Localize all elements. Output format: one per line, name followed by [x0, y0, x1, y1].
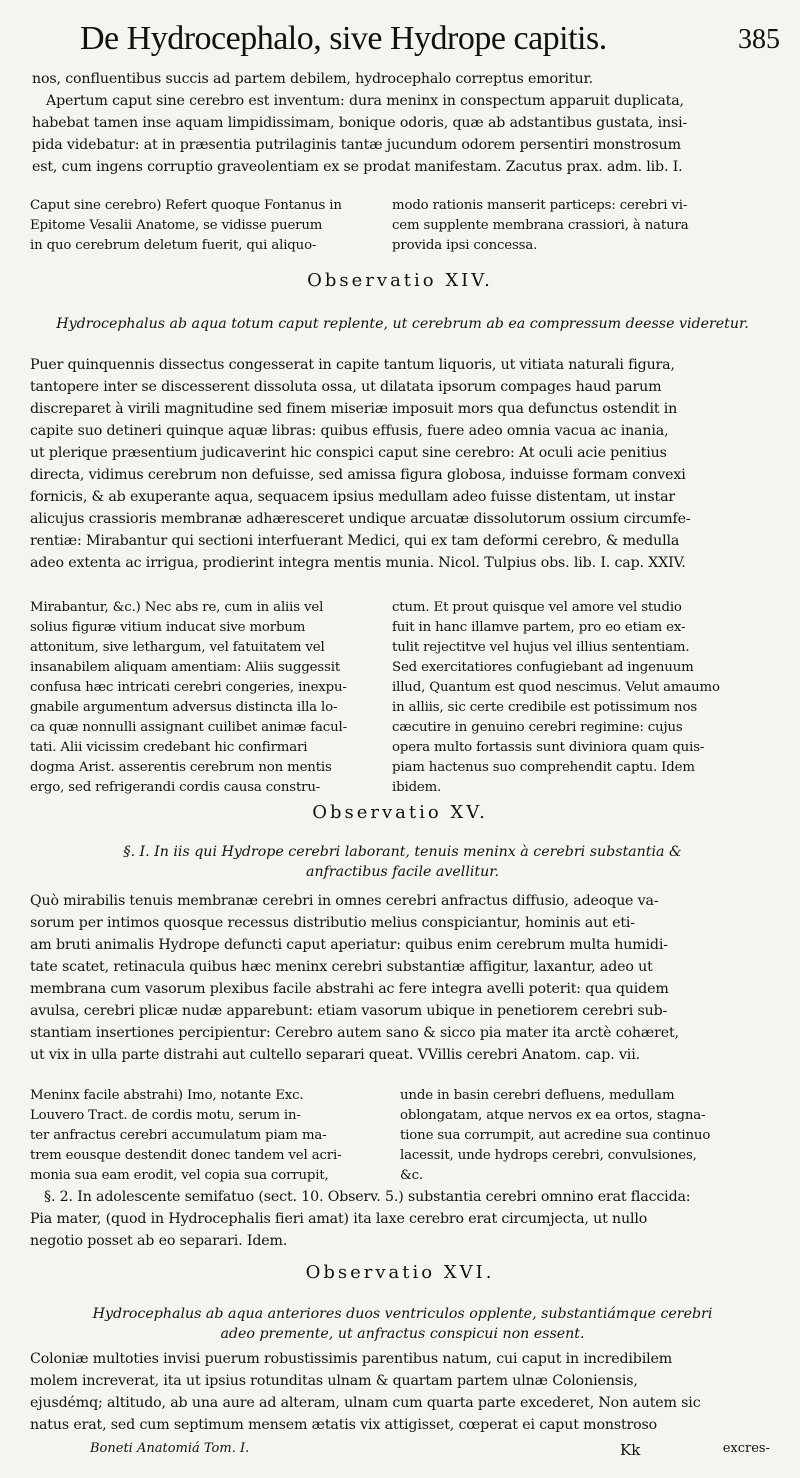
running-head: De Hydrocephalo, sive Hydrope capitis.: [80, 20, 607, 57]
text-line: piam hactenus suo comprehendit captu. Idem: [392, 760, 695, 775]
text-line: membrana cum vasorum plexibus facile abstrahi ac fere integra avelli poterit: qua quidem: [30, 981, 669, 997]
observatio-14-subtitle: Hydrocephalus ab aqua totum caput replente, ut cerebrum ab ea compressum deesse videretur.: [56, 316, 749, 332]
scholium-2-left-column: [30, 598, 385, 798]
text-line: pida videbatur: at in præsentia putrilaginis tantæ jucundum odorem persentiri monstrosum: [32, 137, 681, 153]
text-line: cæcutire in genuino cerebri regimine: cujus: [392, 720, 683, 735]
text-line: tate scatet, retinacula quibus hæc meninx cerebri substantiæ affigitur, laxantur, adeo ut: [30, 959, 653, 975]
text-line: fuit in hanc illamve partem, pro eo etiam ex-: [392, 620, 686, 635]
text-line: sorum per intimos quosque recessus distributio melius conspiciantur, hominis aut eti-: [30, 915, 635, 931]
text-line: dogma Arist. asserentis cerebrum non mentis: [30, 760, 332, 775]
catchword: excres-: [722, 1441, 770, 1456]
text-line: tantopere inter se discesserent dissoluta ossa, ut dilatata ipsorum compages haud parum: [30, 379, 662, 395]
text-line: gnabile argumentum adversus distincta illa lo-: [30, 700, 338, 715]
text-line: am bruti animalis Hydrope defuncti caput aperiatur: quibus enim cerebrum multa humidi-: [30, 937, 668, 953]
observatio-15-body: [30, 890, 778, 1066]
observatio-14-heading: Observatio XIV.: [307, 270, 493, 291]
observatio-16-subtitle-1: Hydrocephalus ab aqua anteriores duos ventriculos opplente, substantiámque cerebri: [92, 1306, 713, 1322]
text-line: directa, vidimus cerebrum non defuisse, sed amissa figura globosa, induisse formam convexi: [30, 467, 686, 483]
text-line: Coloniæ multoties invisi puerum robustissimis parentibus natum, cui caput in incredibilem: [30, 1351, 673, 1367]
observatio-16-body: [30, 1348, 778, 1436]
text-line: natus erat, sed cum septimum mensem ætatis vix attigisset, cœperat ei caput monstroso: [30, 1417, 658, 1433]
text-line: ter anfractus cerebri accumulatum piam ma-: [30, 1128, 327, 1143]
text-line: tulit rejectitve vel hujus vel illius sententiam.: [392, 640, 690, 655]
observatio-15-subtitle-2: anfractibus facile avellitur.: [306, 864, 499, 880]
text-line: Pia mater, (quod in Hydrocephalis fieri amat) ita laxe cerebro erat circumjecta, ut nullo: [30, 1211, 648, 1227]
text-line: ejusdémq; altitudo, ab una aure ad alteram, ulnam cum quarta parte excederet, Non autem sic: [30, 1395, 701, 1411]
text-line: Meninx facile abstrahi) Imo, notante Exc.: [30, 1088, 304, 1103]
text-line: discreparet à virili magnitudine sed finem miseriæ imposuit mors qua defunctus ostendit in: [30, 401, 678, 417]
text-line: rentiæ: Mirabantur qui sectioni interfuerant Medici, qui ex tam deformi cerebro, & medulla: [30, 533, 680, 549]
page-number: 385: [738, 24, 780, 55]
text-line: adeo extenta ac irrigua, prodierint integra mentis munia. Nicol. Tulpius obs. lib. I. cap. XXIV.: [30, 555, 686, 571]
scholium-1-right-column: [392, 196, 777, 256]
text-line: solius figuræ vitium inducat sive morbum: [30, 620, 306, 635]
scholium-3-left-column: [30, 1086, 390, 1186]
text-line: modo rationis manserit particeps: cerebri vi-: [392, 198, 688, 213]
section-2-paragraph: [30, 1186, 778, 1252]
text-line: est, cum ingens corruptio graveolentiam ex se prodat manifestam. Zacutus prax. adm. lib. I.: [32, 159, 683, 175]
text-line: fornicis, & ab exuperante aqua, sequacem ipsius medullam adeo fuisse distentam, ut instar: [30, 489, 676, 505]
text-line: Louvero Tract. de cordis motu, serum in-: [30, 1108, 301, 1123]
text-line: ibidem.: [392, 780, 442, 795]
text-line: opera multo fortassis sunt diviniora quam quis-: [392, 740, 705, 755]
text-line: tione sua corrumpit, aut acredine sua continuo: [400, 1128, 711, 1143]
text-line: trem eousque destendit donec tandem vel acri-: [30, 1148, 342, 1163]
observatio-15-subtitle-1: §. I. In iis qui Hydrope cerebri laborant, tenuis meninx à cerebri substantia &: [123, 844, 682, 860]
text-line: in alliis, sic certe credibile est potissimum nos: [392, 700, 697, 715]
text-line: unde in basin cerebri defluens, medullam: [400, 1088, 675, 1103]
text-line: ca quæ nonnulli assignant cuilibet animæ facul-: [30, 720, 347, 735]
text-line: Apertum caput sine cerebro est inventum: dura meninx in conspectum apparuit duplicata,: [46, 93, 684, 109]
text-line: Mirabantur, &c.) Nec abs re, cum in aliis vel: [30, 600, 324, 615]
scholium-3-right-column: [400, 1086, 778, 1186]
text-line: ut plerique præsentium judicaverint hic conspici caput sine cerebro: At oculi acie penitius: [30, 445, 667, 461]
observatio-16-heading: Observatio XVI.: [305, 1262, 495, 1283]
text-line: provida ipsi concessa.: [392, 238, 538, 253]
signature-mark: Kk: [620, 1441, 641, 1459]
text-line: Puer quinquennis dissectus congesserat in capite tantum liquoris, ut vitiata naturali figura,: [30, 357, 675, 373]
text-line: insanabilem aliquam amentiam: Aliis suggessit: [30, 660, 341, 675]
text-line: habebat tamen inse aquam limpidissimam, bonique odoris, quæ ab adstantibus gustata, insi-: [32, 115, 688, 131]
text-line: Caput sine cerebro) Refert quoque Fontanus in: [30, 198, 342, 213]
footer-book-title: Boneti Anatomiá Tom. I.: [90, 1441, 250, 1456]
text-line: ut vix in ulla parte distrahi aut cultello separari queat. VVillis cerebri Anatom. cap. vii.: [30, 1047, 640, 1063]
text-line: capite suo detineri quinque aquæ libras: quibus effusis, fuere adeo omnia vacua ac inania,: [30, 423, 669, 439]
text-line: stantiam insertiones percipientur: Cerebro autem sano & sicco pia mater ita arctè cohæret,: [30, 1025, 679, 1041]
observatio-16-subtitle-2: adeo premente, ut anfractus conspicui non essent.: [220, 1326, 585, 1342]
text-line: Quò mirabilis tenuis membranæ cerebri in omnes cerebri anfractus diffusio, adeoque va-: [30, 893, 659, 909]
observatio-14-body: [30, 354, 778, 574]
text-line: in quo cerebrum deletum fuerit, qui aliquo-: [30, 238, 317, 253]
text-line: &c.: [400, 1168, 424, 1183]
text-line: Epitome Vesalii Anatome, se vidisse puerum: [30, 218, 323, 233]
text-line: illud, Quantum est quod nescimus. Velut amaumo: [392, 680, 720, 695]
text-line: lacessit, unde hydrops cerebri, convulsiones,: [400, 1148, 697, 1163]
text-line: confusa hæc intricati cerebri congeries, inexpu-: [30, 680, 347, 695]
text-line: ctum. Et prout quisque vel amore vel studio: [392, 600, 682, 615]
intro-paragraph: [32, 68, 777, 178]
text-line: Sed exercitatiores confugiebant ad ingenuum: [392, 660, 694, 675]
text-line: monia sua eam erodit, vel copia sua corrupit,: [30, 1168, 329, 1183]
text-line: negotio posset ab eo separari. Idem.: [30, 1233, 288, 1249]
text-line: alicujus crassioris membranæ adhæresceret undique arcuatæ dissolutorum ossium circumfe-: [30, 511, 691, 527]
observatio-15-heading: Observatio XV.: [312, 802, 488, 823]
text-line: §. 2. In adolescente semifatuo (sect. 10. Observ. 5.) substantia cerebri omnino erat flaccida:: [44, 1189, 691, 1205]
text-line: nos, confluentibus succis ad partem debilem, hydrocephalo correptus emoritur.: [32, 71, 593, 87]
page-header: [80, 20, 780, 72]
text-line: oblongatam, atque nervos ex ea ortos, stagna-: [400, 1108, 706, 1123]
text-line: attonitum, sive lethargum, vel fatuitatem vel: [30, 640, 325, 655]
text-line: ergo, sed refrigerandi cordis causa constru-: [30, 780, 321, 795]
text-line: avulsa, cerebri plicæ nudæ apparebunt: etiam vasorum ubique in penetiorem cerebri sub-: [30, 1003, 668, 1019]
scholium-2-right-column: [392, 598, 777, 798]
text-line: tati. Alii vicissim credebant hic confirmari: [30, 740, 308, 755]
page-footer: [50, 1441, 770, 1463]
scholium-1-left-column: [30, 196, 385, 256]
text-line: cem supplente membrana crassiori, à natura: [392, 218, 689, 233]
text-line: molem increverat, ita ut ipsius rotunditas ulnam & quartam partem ulnæ Coloniensis,: [30, 1373, 638, 1389]
